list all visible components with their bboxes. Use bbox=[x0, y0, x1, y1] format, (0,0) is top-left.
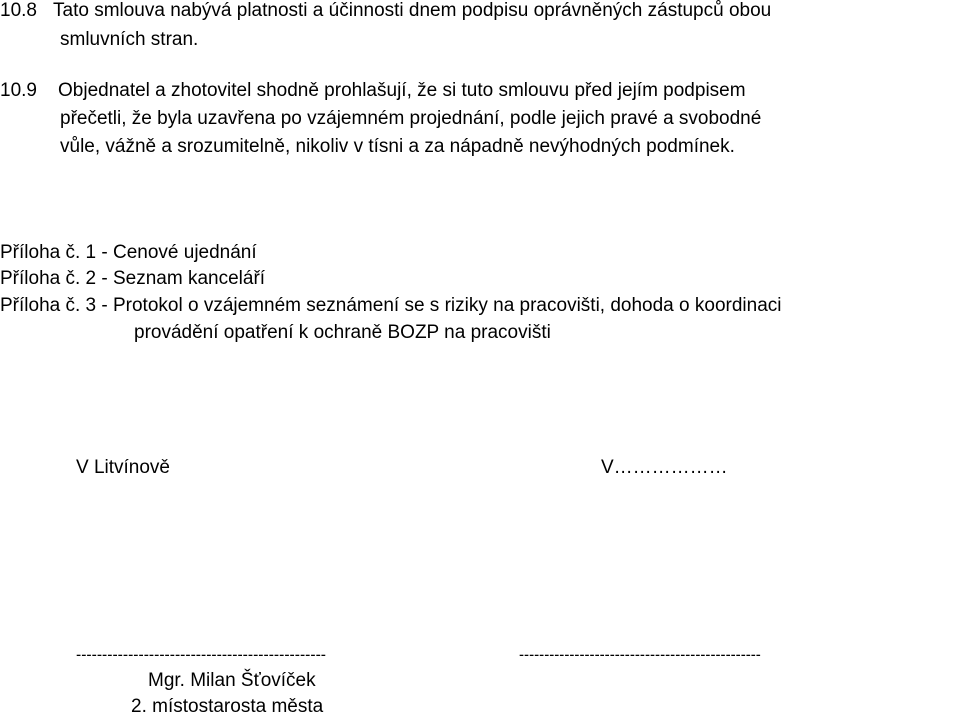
clause-text-line: přečetli, že byla uzavřena po vzájemném projednání, podle jejich pravé a svobodné bbox=[60, 108, 762, 129]
signature-line-left: ------------------------------------------------ bbox=[76, 645, 326, 664]
annex-item-1: Příloha č. 1 - Cenové ujednání bbox=[0, 242, 257, 263]
signature-line-right: ------------------------------------------------ bbox=[519, 645, 761, 664]
signatory-name: Mgr. Milan Šťovíček bbox=[148, 670, 316, 691]
clause-text-line: Objednatel a zhotovitel shodně prohlašují, že si tuto smlouvu před jejím podpisem bbox=[58, 80, 746, 101]
annex-item-3-continuation: provádění opatření k ochraně BOZP na pracovišti bbox=[134, 322, 551, 343]
annex-item-2: Příloha č. 2 - Seznam kanceláří bbox=[0, 268, 266, 289]
clause-text-line: vůle, vážně a srozumitelně, nikoliv v tísni a za nápadně nevýhodných podmínek. bbox=[60, 136, 735, 157]
clause-number: 10.8 bbox=[0, 0, 37, 21]
clause-text-line: Tato smlouva nabývá platnosti a účinnosti dnem podpisu oprávněných zástupců obou bbox=[53, 0, 772, 21]
clause-number: 10.9 bbox=[0, 80, 37, 101]
clause-text-line: smluvních stran. bbox=[60, 29, 199, 50]
annex-item-3: Příloha č. 3 - Protokol o vzájemném seznámení se s riziky na pracovišti, dohoda o koordinaci bbox=[0, 295, 782, 316]
signature-place-right: V……………… bbox=[601, 457, 728, 478]
signature-place-left: V Litvínově bbox=[76, 457, 170, 478]
signatory-title: 2. místostarosta města bbox=[131, 696, 324, 717]
